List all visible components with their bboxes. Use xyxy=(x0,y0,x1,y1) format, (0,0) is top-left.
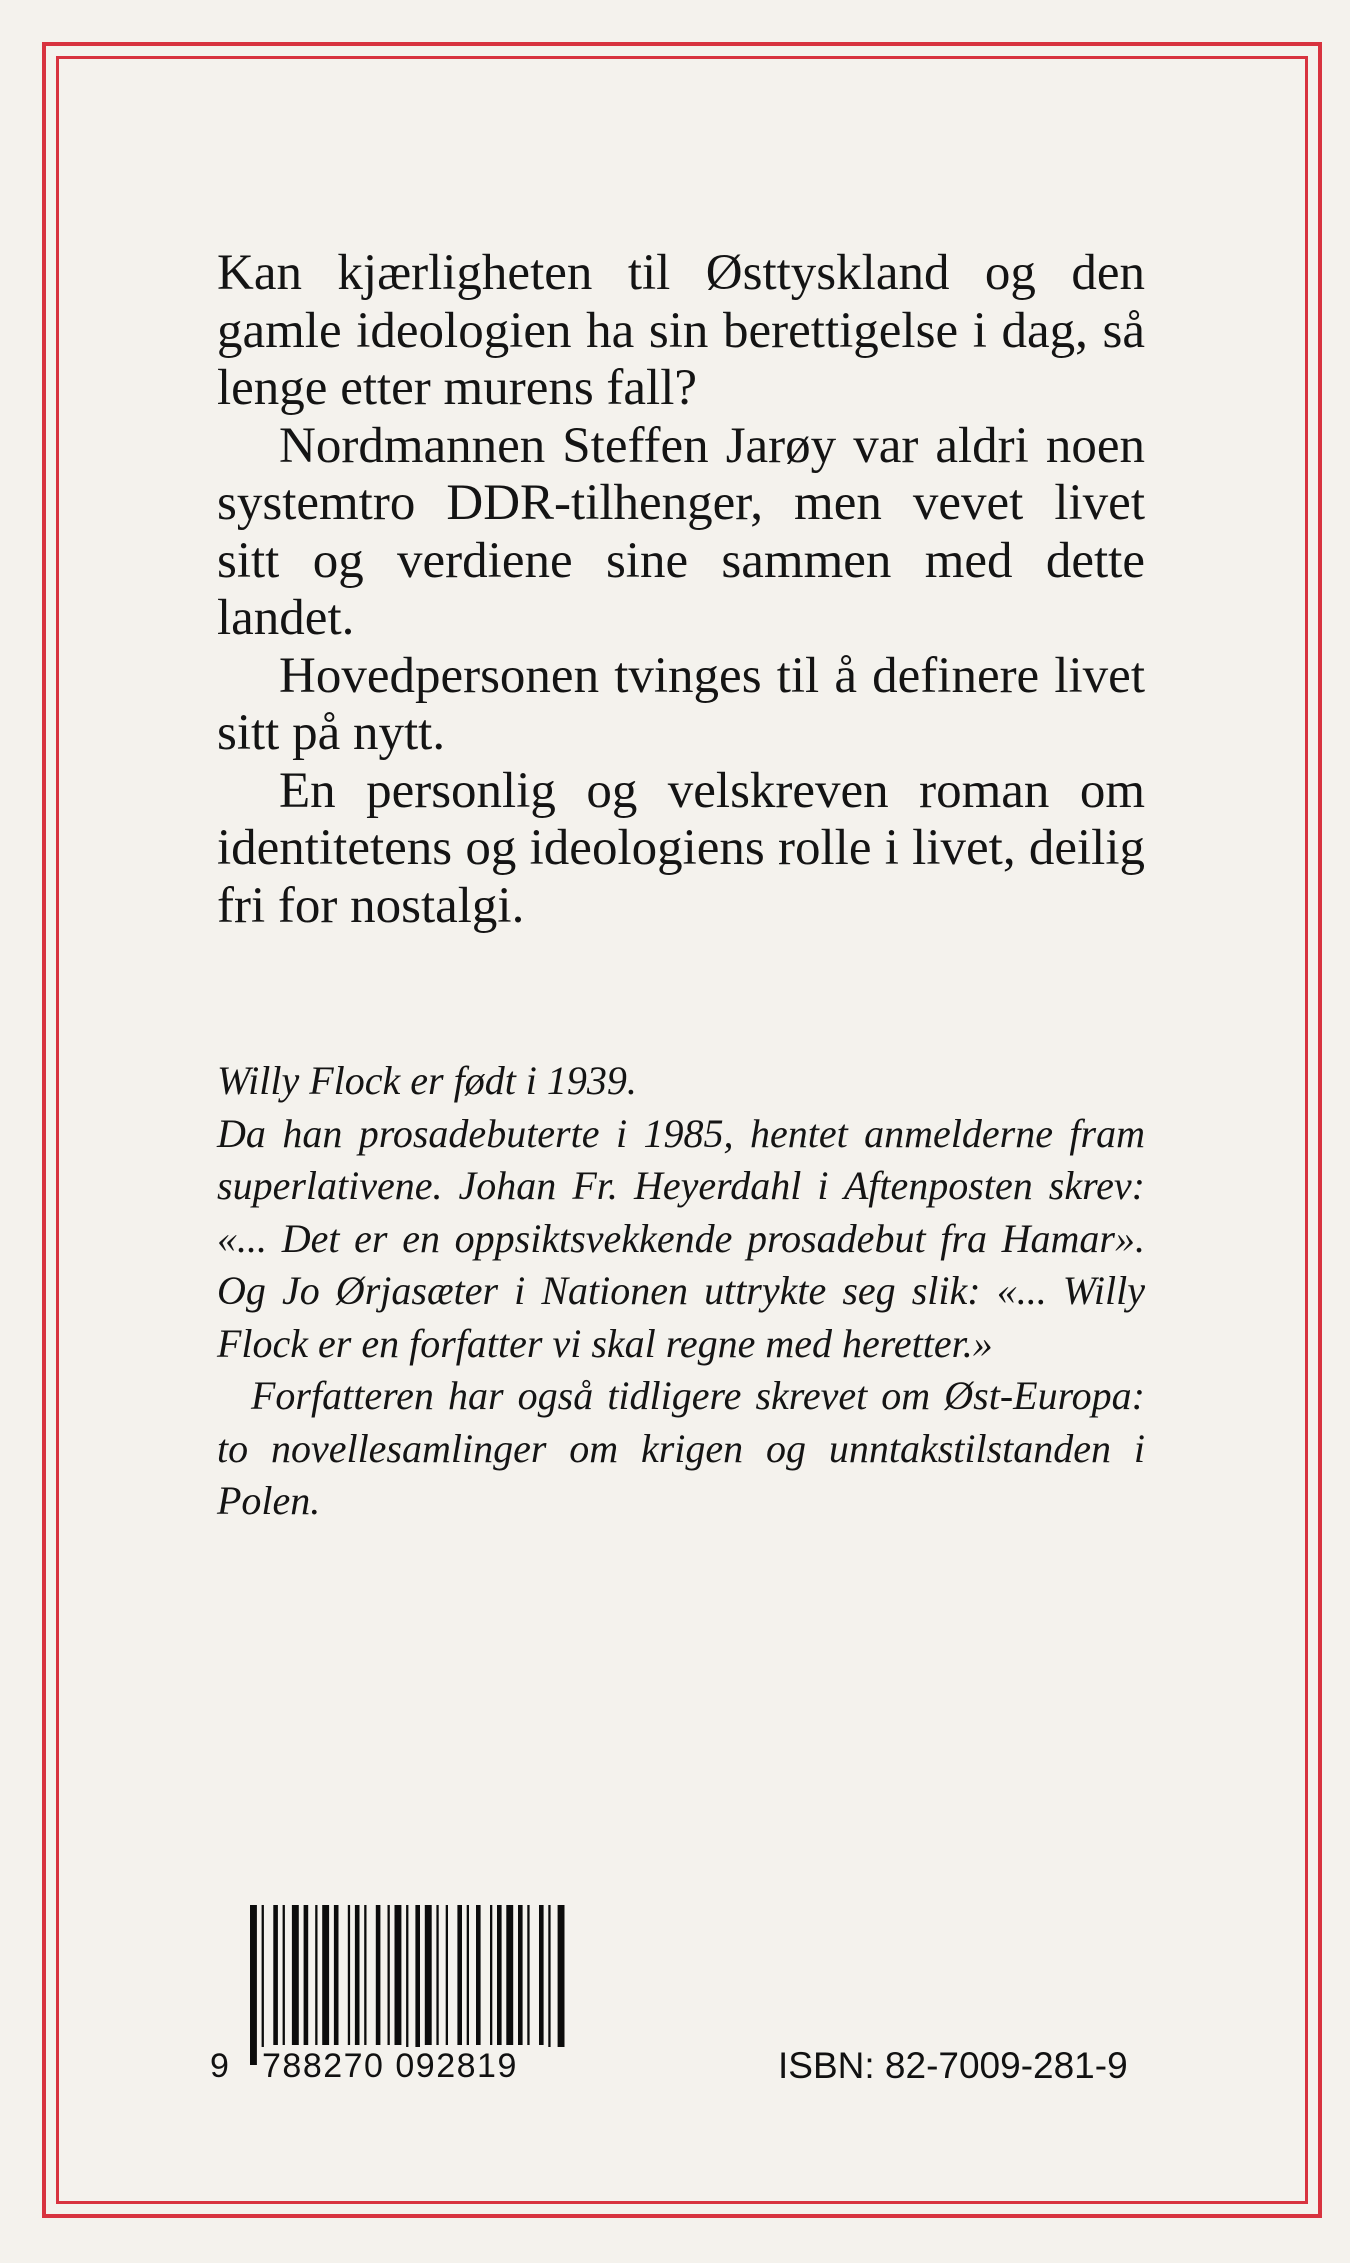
barcode-bar xyxy=(304,1905,309,2045)
barcode-bar xyxy=(322,1905,329,2045)
barcode-bar xyxy=(348,1905,350,2045)
barcode-bar xyxy=(364,1905,366,2045)
barcode-bar xyxy=(415,1905,420,2065)
barcode-bar xyxy=(273,1905,278,2045)
barcode-bar xyxy=(388,1905,390,2045)
bio-paragraph: Da han prosadebuterte i 1985, hentet anmelderne fram superlativene. Johan Fr. Heyerdahl i Aftenposten skrev: «... Det er en oppsiktsvekkende prosadebut fra Hamar». Og Jo Ørjasæter i Nationen uttrykte seg slik: «... Willy Flock er en forfatter vi skal regne med heretter.» xyxy=(217,1110,1145,1366)
barcode xyxy=(210,1905,630,2085)
barcode-bar xyxy=(506,1905,513,2045)
barcode-bar xyxy=(406,1905,408,2065)
barcode-bar xyxy=(457,1905,462,2045)
barcode-bar xyxy=(315,1905,317,2045)
isbn-number: ISBN: 82-7009-281-9 xyxy=(778,2045,1128,2086)
blurb-paragraph: Kan kjærligheten til Østtyskland og den gamle ideologien ha sin berettigelse i dag, så lenge etter murens fall? xyxy=(217,245,1145,416)
barcode-bar xyxy=(490,1905,492,2045)
barcode-bar xyxy=(292,1905,299,2045)
barcode-digits: 788270 092819 xyxy=(258,2047,606,2086)
blurb-paragraph: Nordmannen Steffen Jarøy var aldri noen systemtro DDR-tilhenger, men vevet livet sitt og verdiene sine sammen med dette landet. xyxy=(217,417,1145,646)
barcode-bar xyxy=(436,1905,438,2045)
barcode-bar xyxy=(539,1905,544,2045)
barcode-bars xyxy=(250,1905,620,2065)
blurb-paragraph: Hovedpersonen tvinges til å definere livet sitt på nytt. xyxy=(217,647,1145,761)
barcode-bar xyxy=(558,1905,565,2065)
barcode-lead-digit: 9 xyxy=(210,2047,229,2085)
barcode-bar xyxy=(527,1905,529,2045)
bio-paragraph: Forfatteren har også tidligere skrevet om Øst-Europa: to novellesamlinger om krigen og unntakstilstanden i Polen. xyxy=(217,1373,1145,1523)
barcode-bar xyxy=(355,1905,360,2045)
blurb-paragraph: En personlig og velskreven roman om identitetens og ideologiens rolle i livet, deilig fri for nostalgi. xyxy=(217,762,1145,934)
barcode-bar xyxy=(476,1905,481,2045)
barcode-bar xyxy=(497,1905,502,2045)
barcode-bar xyxy=(425,1905,432,2045)
barcode-bar xyxy=(283,1905,285,2045)
barcode-bar xyxy=(467,1905,469,2045)
barcode-bar xyxy=(250,1905,257,2065)
bio-paragraph: Willy Flock er født i 1939. xyxy=(217,1058,637,1103)
barcode-bar xyxy=(395,1905,402,2045)
barcode-bar xyxy=(518,1905,523,2045)
barcode-bar xyxy=(548,1905,550,2065)
blurb-text xyxy=(217,245,1145,935)
barcode-bar xyxy=(376,1905,381,2045)
barcode-bar xyxy=(262,1905,264,2065)
barcode-bar xyxy=(334,1905,339,2045)
author-bio xyxy=(217,1055,1145,1528)
barcode-bar xyxy=(446,1905,448,2045)
